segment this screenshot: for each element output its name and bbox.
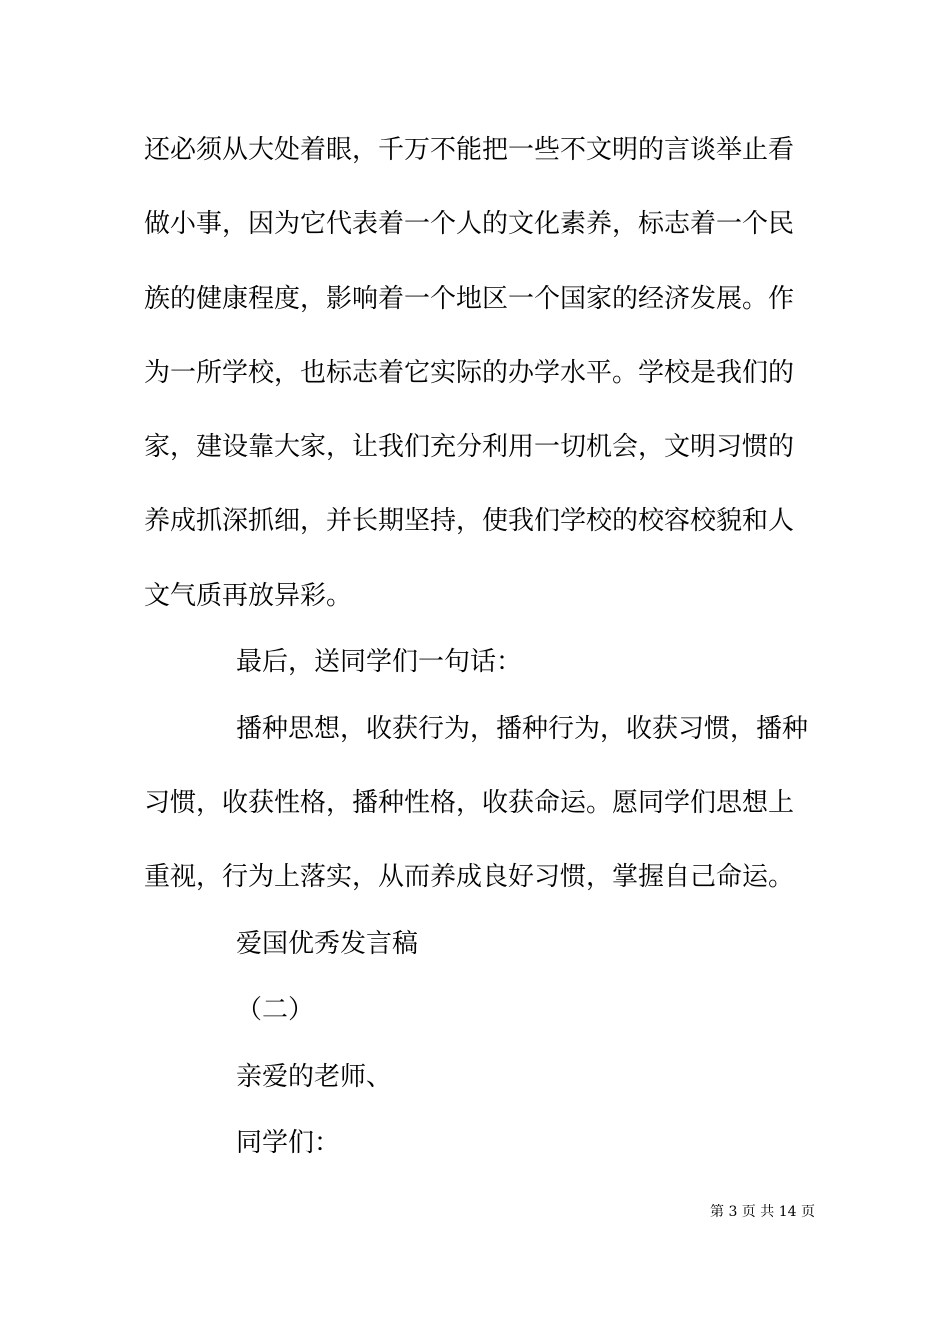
section-title: 爱国优秀发言稿 xyxy=(236,929,419,959)
paragraph-line: 播种思想，收获行为，播种行为，收获习惯，播种 xyxy=(236,714,809,744)
paragraph-line: 最后，送同学们一句话： xyxy=(236,647,523,677)
salutation-line: 同学们： xyxy=(236,1128,341,1158)
paragraph-line: 重视，行为上落实，从而养成良好习惯，掌握自己命运。 xyxy=(144,862,795,892)
paragraph-line: 文气质再放异彩。 xyxy=(144,581,353,611)
paragraph-line: 族的健康程度，影响着一个地区一个国家的经济发展。作 xyxy=(144,284,795,314)
paragraph-line: 还必须从大处着眼，千万不能把一些不文明的言谈举止看 xyxy=(144,135,795,165)
paragraph-line: 养成抓深抓细，并长期坚持，使我们学校的校容校貌和人 xyxy=(144,506,795,536)
paragraph-line: 为一所学校，也标志着它实际的办学水平。学校是我们的 xyxy=(144,358,795,388)
paragraph-line: 家，建设靠大家，让我们充分利用一切机会，文明习惯的 xyxy=(144,432,795,462)
page-number-footer: 第 3 页 共 14 页 xyxy=(710,1204,815,1220)
section-number: （二） xyxy=(236,995,315,1025)
paragraph-line: 做小事，因为它代表着一个人的文化素养，标志着一个民 xyxy=(144,209,795,239)
salutation-line: 亲爱的老师、 xyxy=(236,1062,393,1092)
paragraph-line: 习惯，收获性格，播种性格，收获命运。愿同学们思想上 xyxy=(144,788,795,818)
